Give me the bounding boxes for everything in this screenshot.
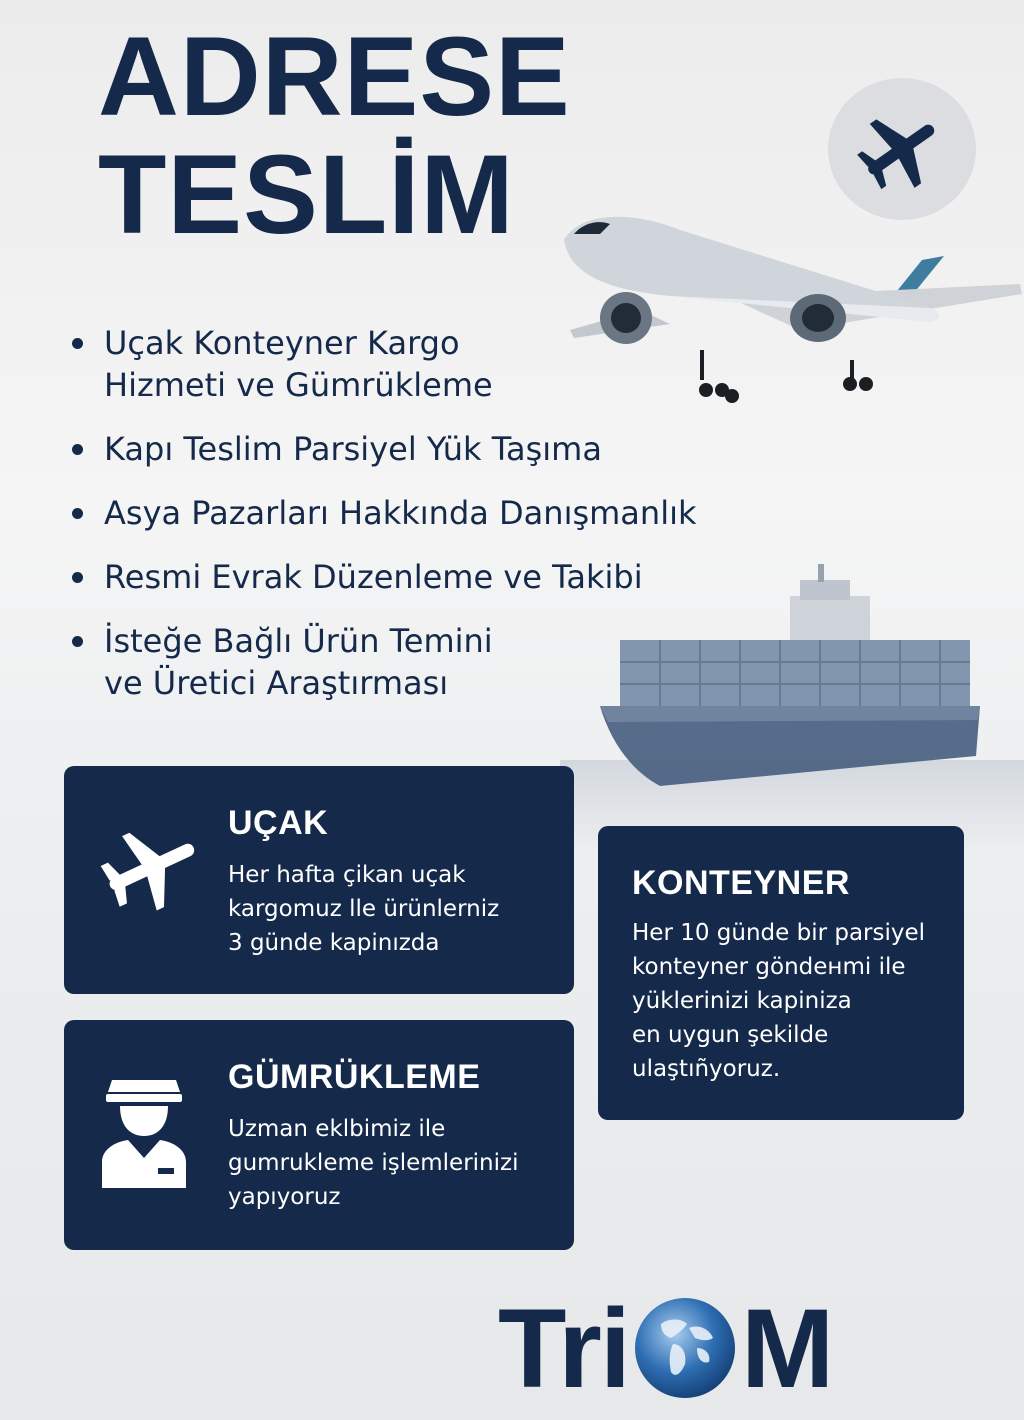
globe-icon: [631, 1294, 739, 1402]
airplane-badge: [828, 78, 976, 220]
card-gumrukleme: [64, 1020, 574, 1250]
card-title: KONTEYNER: [632, 864, 850, 902]
list-item: Asya Pazarları Hakkında Danışmanlık: [66, 492, 766, 534]
tricom-logo: [498, 1285, 833, 1411]
card-ucak: [64, 766, 574, 994]
list-item: Kapı Teslim Parsiyel Yük Taşıma: [66, 428, 766, 470]
page-title: [98, 14, 571, 257]
title-line-1: ADRESE: [98, 14, 571, 139]
customs-officer-icon: [98, 1072, 190, 1192]
airplane-icon: [852, 104, 952, 194]
list-item: İsteğe Bağlı Ürün Temini ve Üretici Araştırması: [66, 620, 766, 704]
card-text: Her hafta çikan uçak kargomuz lle ürünlerniz 3 günde kapinızda: [228, 862, 500, 956]
list-item: Resmi Evrak Düzenleme ve Takibi: [66, 556, 766, 598]
card-title: GÜMRÜKLEME: [228, 1058, 481, 1096]
card-konteyner: [598, 826, 964, 1120]
logo-text-tri: Tri: [498, 1285, 629, 1411]
card-text: Her 10 günde bir parsiyel konteyner göndeнmi ile yüklerinizi kapiniza en uygun şekilde ulaştıñyoruz.: [632, 920, 926, 1082]
service-list: [66, 322, 766, 726]
logo-text-m: M: [740, 1285, 833, 1411]
list-item: Uçak Konteyner Kargo Hizmeti ve Gümrükleme: [66, 322, 766, 406]
card-title: UÇAK: [228, 804, 329, 842]
card-text: Uzman eklbimiz ile gumrukleme işlemlerinizi yapıyoruz: [228, 1116, 519, 1210]
title-line-2: TESLİM: [98, 132, 515, 257]
airplane-icon: [98, 822, 208, 912]
